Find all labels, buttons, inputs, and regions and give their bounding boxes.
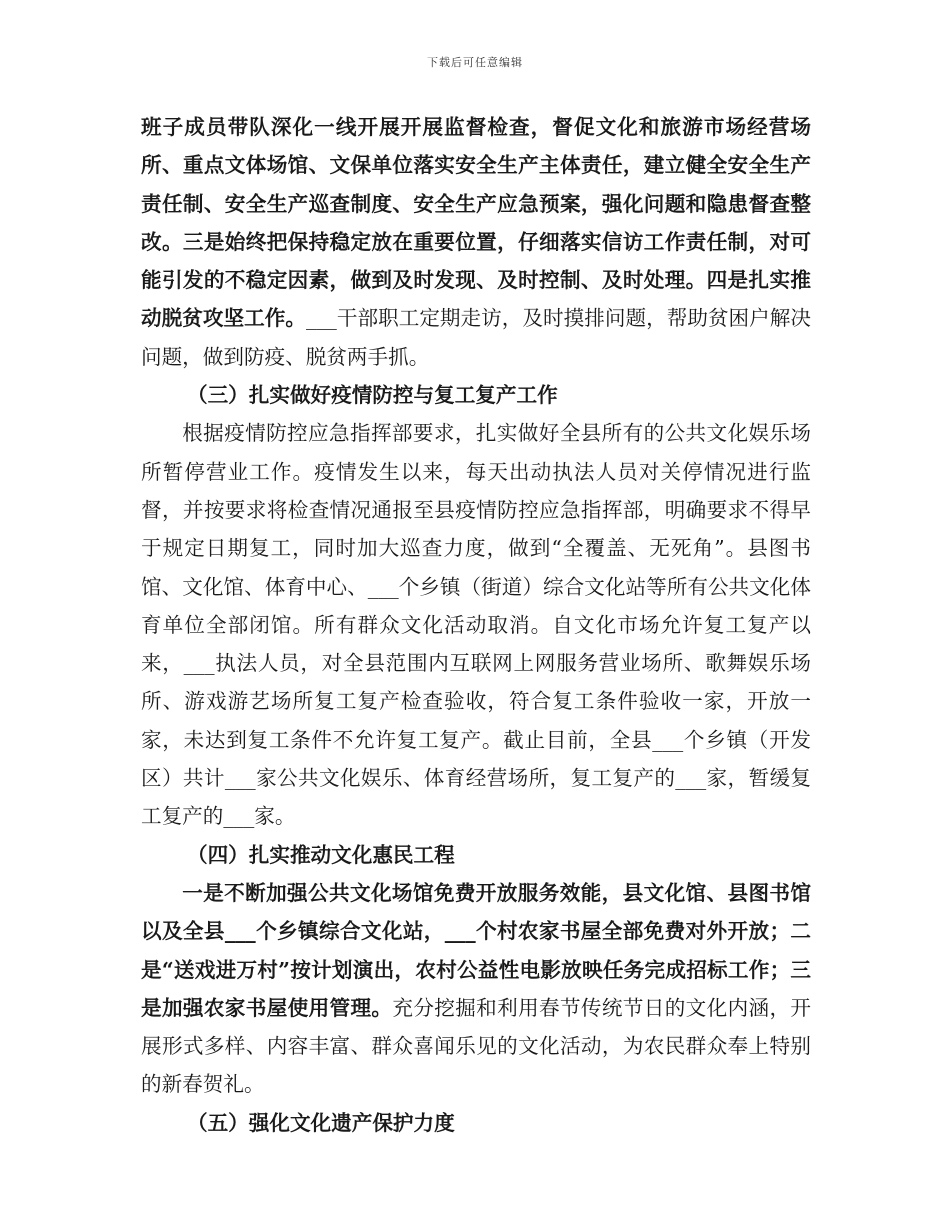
section-4-bold-text: 一是不断加强公共文化场馆免费开放服务效能，县文化馆、县图书馆以及全县___个乡镇综合文化站，___个村农家书屋全部免费对外开放；二是“送戏进万村”按计划演出，农村公益性电影放映任务完成招标工作；三是加强农家书屋使用管理。 <box>141 880 811 1020</box>
page-header-note: 下载后可任意编辑 <box>427 56 523 69</box>
paragraph-bold-text: 班子成员带队深化一线开展开展监督检查，督促文化和旅游市场经营场所、重点文体场馆、文保单位落实安全生产主体责任，建立健全安全生产责任制、安全生产巡查制度、安全生产应急预案，强化问题和隐患督查整改。三是始终把保持稳定放在重要位置，仔细落实信访工作责任制，对可能引发的不稳定因素，做到及时发现、及时控制、及时处理。四是扎实推动脱贫攻坚工作。 <box>141 115 811 331</box>
section-heading-3: （三）扎实做好疫情防控与复工复产工作 <box>187 383 558 408</box>
section-4-normal-text: 充分挖掘和利用春节传统节日的文化内涵，开展形式多样、内容丰富、群众喜闻乐见的文化活动，为农民群众奉上特别的新春贺礼。 <box>141 995 812 1097</box>
section-heading-4: （四）扎实推动文化惠民工程 <box>187 842 455 867</box>
document-body <box>141 108 811 1142</box>
paragraph-continued <box>141 108 811 376</box>
section-heading-5: （五）强化文化遗产保护力度 <box>187 1110 455 1135</box>
section-3-body: 根据疫情防控应急指挥部要求，扎实做好全县所有的公共文化娱乐场所暂停营业工作。疫情发生以来，每天出动执法人员对关停情况进行监督，并按要求将检查情况通报至县疫情防控应急指挥部，明确要求不得早于规定日期复工，同时加大巡查力度，做到“全覆盖、无死角”。县图书馆、文化馆、体育中心、___个乡镇（街道）综合文化站等所有公共文化体育单位全部闭馆。所有群众文化活动取消。自文化市场允许复工复产以来，___执法人员，对全县范围内互联网上网服务营业场所、歌舞娱乐场所、游戏游艺场所复工复产检查验收，符合复工条件验收一家，开放一家，未达到复工条件不允许复工复产。截止目前，全县___个乡镇（开发区）共计___家公共文化娱乐、体育经营场所，复工复产的___家，暂缓复工复产的___家。 <box>141 421 811 829</box>
paragraph-normal-text: ___干部职工定期走访，及时摸排问题，帮助贫困户解决问题，做到防疫、脱贫两手抓。 <box>141 306 812 369</box>
section-4-body <box>141 874 811 1104</box>
